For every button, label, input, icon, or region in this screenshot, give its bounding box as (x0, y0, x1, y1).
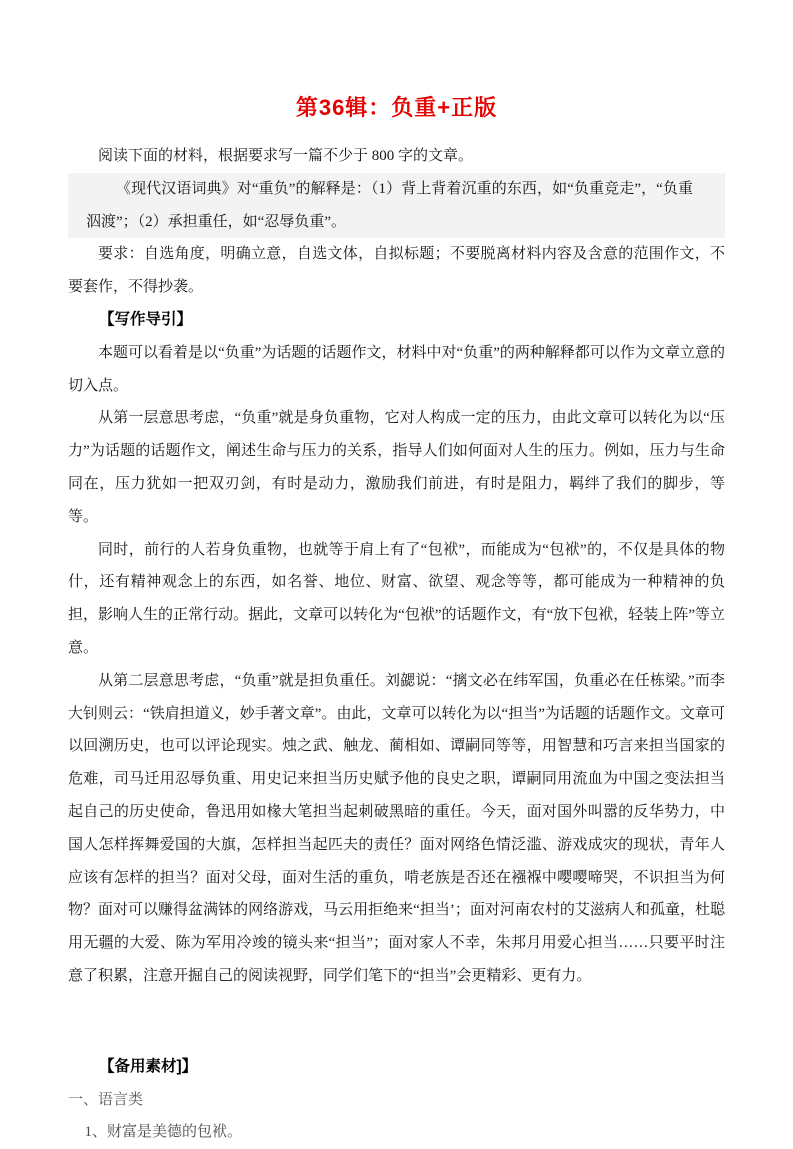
material-paragraph: 《现代汉语词典》对“重负”的解释是：（1）背上背着沉重的东西，如“负重竞走”，“负重泅渡”；（2）承担重任，如“忍辱负重”。 (68, 173, 725, 239)
guide-paragraph-4: 从第二层意思考虑，“负重”就是担负重任。刘勰说：“摛文必在纬军国，负重必在任栋梁。”而李大钊则云：“铁肩担道义，妙手著文章”。由此，文章可以转化为以“担当”为话题的话题作文。文章可以回溯历史，也可以评论现实。烛之武、触龙、蔺相如、谭嗣同等等，用智慧和巧言来担当国家的危难，司马迁用忍辱负重、用史记来担当历史赋予他的良史之职，谭嗣同用流血为中国之变法担当起自己的历史使命，鲁迅用如椽大笔担当起刺破黑暗的重任。今天，面对国外叫嚣的反华势力，中国人怎样挥舞爱国的大旗，怎样担当起匹夫的责任？面对网络色情泛滥、游戏成灾的现状，青年人应该有怎样的担当？面对父母，面对生活的重负，啃老族是否还在襁褓中嘤嘤啼哭，不识担当为何物？面对可以赚得盆满钵的网络游戏，马云用拒绝来“担当’；面对河南农村的艾滋病人和孤童，杜聪用无疆的大爱、陈为军用冷竣的镜头来“担当”；面对家人不幸，朱邦月用爱心担当……只要平时注意了积累，注意开掘自己的阅读视野，同学们笔下的“担当”会更精彩、更有力。 (68, 672, 725, 984)
guide-paragraph-2: 从第一层意思考虑，“负重”就是身负重物，它对人构成一定的压力，由此文章可以转化为以“压力”为话题的话题作文，阐述生命与压力的关系，指导人们如何面对人生的压力。例如，压力与生命同在，压力犹如一把双刃剑，有时是动力，激励我们前进，有时是阻力，羁绊了我们的脚步，等等。 (68, 410, 725, 525)
document-content (68, 0, 725, 1149)
intro-task-paragraph: 阅读下面的材料，根据要求写一篇不少于 800 字的文章。 (98, 148, 474, 164)
backup-item-1: 1、财富是美德的包袱。 (84, 1124, 243, 1141)
backup-category-label: 一、语言类 (68, 1091, 144, 1108)
backup-materials-heading: 【备用素材]】 (99, 1057, 198, 1075)
document-title: 第36辑：负重+正版 (295, 95, 498, 120)
requirements-paragraph: 要求：自选角度，明确立意，自选文体，自拟标题；不要脱离材料内容及含意的范围作文，不要套作，不得抄袭。 (68, 246, 725, 296)
guide-paragraph-1: 本题可以看着是以“负重”为话题的话题作文，材料中对“负重”的两种解释都可以作为文章立意的切入点。 (68, 344, 725, 394)
writing-guide-heading: 【写作导引】 (99, 310, 193, 328)
guide-paragraph-3: 同时，前行的人若身负重物，也就等于肩上有了“包袱”，而能成为“包袱”的，不仅是具体的物什，还有精神观念上的东西，如名誉、地位、财富、欲望、观念等等，都可能成为一种精神的负担，影响人生的正常行动。据此，文章可以转化为“包袱”的话题作文，有“放下包袱，轻装上阵”等立意。 (68, 541, 725, 656)
